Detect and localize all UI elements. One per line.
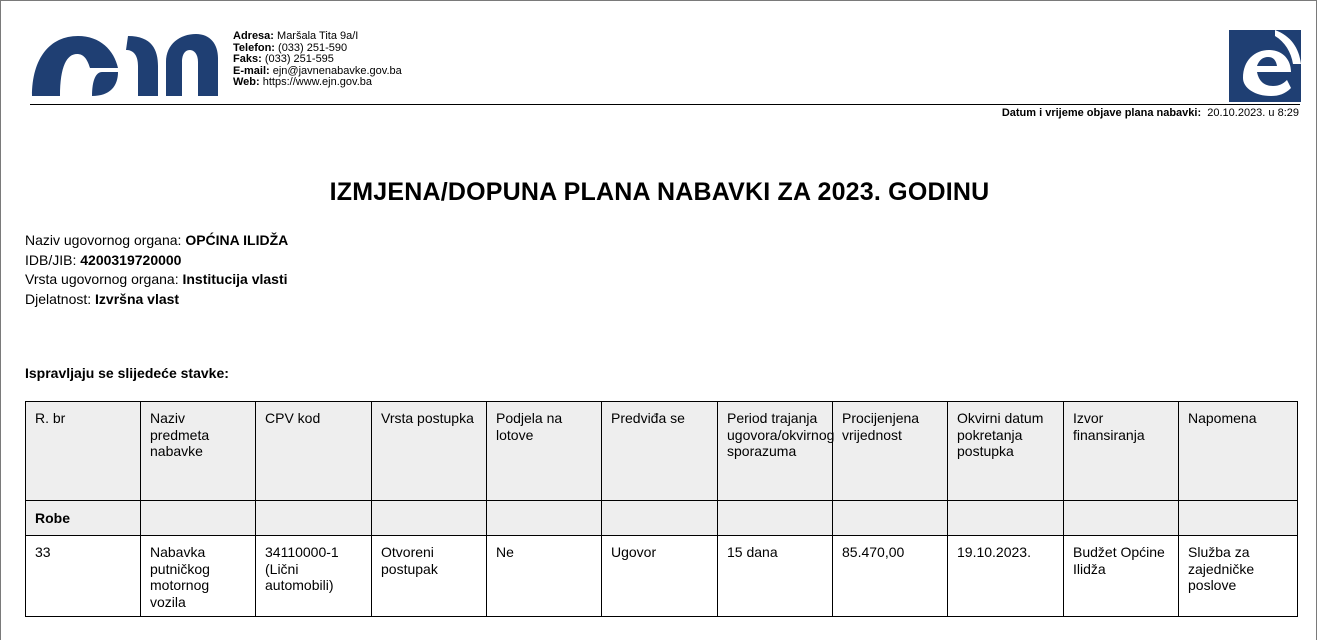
- header-cell: Procijenjena vrijednost: [833, 402, 948, 501]
- contact-phone: Telefon: (033) 251-590: [233, 41, 348, 54]
- contact-address: Adresa: Maršala Tita 9a/I: [233, 30, 359, 42]
- org-activity-line: Djelatnost: Izvršna vlast: [25, 290, 180, 307]
- org-name-line: Naziv ugovornog organa: OPĆINA ILIDŽA: [25, 232, 289, 248]
- contact-fax: Faks: (033) 251-595: [233, 53, 334, 65]
- table-cell: Ne: [487, 536, 602, 617]
- table-cell: Otvoreni postupak: [372, 536, 487, 617]
- org-id: 4200319720000: [80, 251, 182, 268]
- table-cell: [372, 501, 487, 536]
- org-type: Institucija vlasti: [182, 271, 288, 287]
- table-cell: [141, 501, 256, 536]
- org-type-line: Vrsta ugovornog organa: Institucija vlasti: [25, 271, 288, 287]
- table-cell: 15 dana: [718, 536, 833, 617]
- header-cell: Predviđa se: [602, 402, 718, 501]
- contact-web[interactable]: Web: https://www.ejn.gov.ba: [233, 76, 372, 88]
- header-cell: Podjela na lotove: [487, 402, 602, 501]
- publication-datetime: [1002, 107, 1299, 119]
- procurement-plan-table: [25, 401, 1298, 617]
- header-cell: CPV kod: [256, 402, 372, 501]
- ejn-logo-icon: [30, 28, 220, 98]
- table-cell: Nabavka putničkog motornog vozila: [141, 536, 256, 617]
- publication-label: Datum i vrijeme objave plana nabavki:: [1001, 107, 1202, 119]
- contact-block: [233, 31, 402, 89]
- table-header-row: [26, 402, 1298, 501]
- org-activity: Izvršna vlast: [95, 290, 180, 307]
- group-label: Robe: [26, 501, 141, 536]
- table-cell: [602, 501, 718, 536]
- table-cell: [256, 501, 372, 536]
- table-cell: [948, 501, 1064, 536]
- table-cell: [1179, 501, 1298, 536]
- table-group-row: [26, 501, 1298, 536]
- table-cell: 19.10.2023.: [948, 536, 1064, 617]
- publication-value: 20.10.2023. u 8:29: [1207, 107, 1299, 119]
- org-id-line: IDB/JIB: 4200319720000: [25, 251, 182, 268]
- header-cell: Napomena: [1179, 402, 1298, 501]
- document-title: IZMJENA/DOPUNA PLANA NABAVKI ZA 2023. GODINU: [329, 178, 990, 206]
- header-cell: Naziv predmeta nabavke: [141, 402, 256, 501]
- table-cell: Budžet Općine Ilidža: [1064, 536, 1179, 617]
- table-cell: [1064, 501, 1179, 536]
- table-cell: [487, 501, 602, 536]
- header-cell: R. br: [26, 402, 141, 501]
- header-cell: Period trajanja ugovora/okvirnog sporazuma: [718, 402, 833, 501]
- contracting-authority-info: [25, 231, 288, 309]
- section-label: Ispravljaju se slijedeće stavke:: [25, 365, 229, 381]
- table-cell: 34110000-1 (Lični automobili): [256, 536, 372, 617]
- table-cell: [833, 501, 948, 536]
- table-cell: Ugovor: [602, 536, 718, 617]
- table-cell: [718, 501, 833, 536]
- org-name: OPĆINA ILIDŽA: [185, 232, 289, 248]
- header-cell: Izvor finansiranja: [1064, 402, 1179, 501]
- header-divider: [30, 104, 1300, 105]
- ejn-mark-icon: [1229, 30, 1301, 102]
- header-cell: Okvirni datum pokretanja postupka: [948, 402, 1064, 501]
- header-cell: Vrsta postupka: [372, 402, 487, 501]
- table-cell: Služba za zajedničke poslove: [1179, 536, 1298, 617]
- table-cell: 33: [26, 536, 141, 617]
- table-cell: 85.470,00: [833, 536, 948, 617]
- table-row: [26, 536, 1298, 617]
- contact-email[interactable]: E-mail: ejn@javnenabavke.gov.ba: [233, 64, 402, 77]
